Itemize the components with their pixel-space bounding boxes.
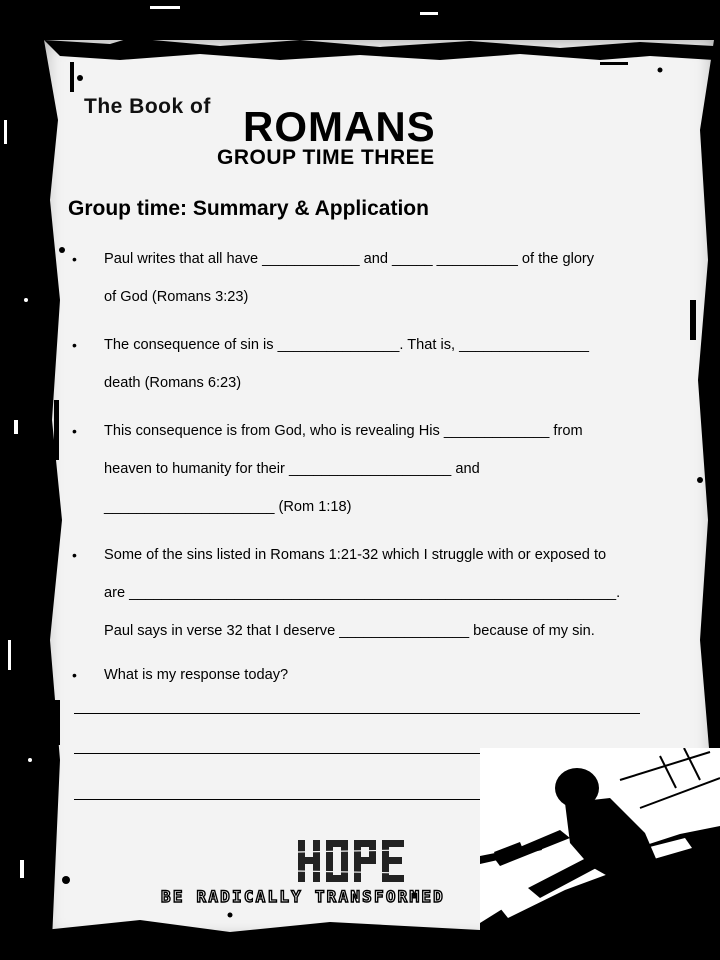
bullet-line: Paul says in verse 32 that I deserve ________________ because of my sin. — [104, 623, 595, 639]
bullet-line: What is my response today? — [104, 667, 289, 683]
bullet-dot: • — [72, 251, 77, 267]
bullet-item — [60, 412, 660, 526]
bullet-line: are ____________________________________________________________. — [104, 585, 621, 601]
response-line[interactable] — [74, 713, 640, 714]
bullet-line: death (Romans 6:23) — [104, 375, 242, 391]
bullet-item — [60, 326, 660, 402]
hope-logo — [296, 838, 406, 884]
page-title: ROMANS — [243, 103, 436, 150]
bullet-dot: • — [72, 547, 77, 563]
bullet-dot: • — [72, 667, 77, 683]
bullet-item — [60, 240, 660, 316]
page-subtitle: GROUP TIME THREE — [217, 146, 435, 169]
bullet-item — [60, 656, 660, 694]
bullet-line: heaven to humanity for their ____________________ and — [104, 461, 480, 477]
bullet-dot: • — [72, 337, 77, 353]
bullet-item — [60, 536, 660, 650]
bullet-list — [60, 240, 660, 704]
section-title: Group time: Summary & Application — [68, 197, 429, 220]
bullet-line: This consequence is from God, who is revealing His _____________ from — [104, 423, 583, 439]
bullet-line: Paul writes that all have ____________ and _____ __________ of the glory — [104, 251, 595, 267]
bullet-line: _____________________ (Rom 1:18) — [104, 499, 352, 515]
response-line[interactable] — [74, 799, 528, 800]
header-prefix: The Book of — [84, 95, 211, 118]
bullet-line: Some of the sins listed in Romans 1:21-32 which I struggle with or exposed to — [104, 547, 607, 563]
bullet-line: The consequence of sin is _______________. That is, ________________ — [104, 337, 589, 353]
logo-tagline: BE RADICALLY TRANSFORMED — [161, 887, 445, 906]
bullet-line: of God (Romans 3:23) — [104, 289, 249, 305]
rowing-silhouette-image — [480, 748, 720, 960]
bullet-dot: • — [72, 423, 77, 439]
